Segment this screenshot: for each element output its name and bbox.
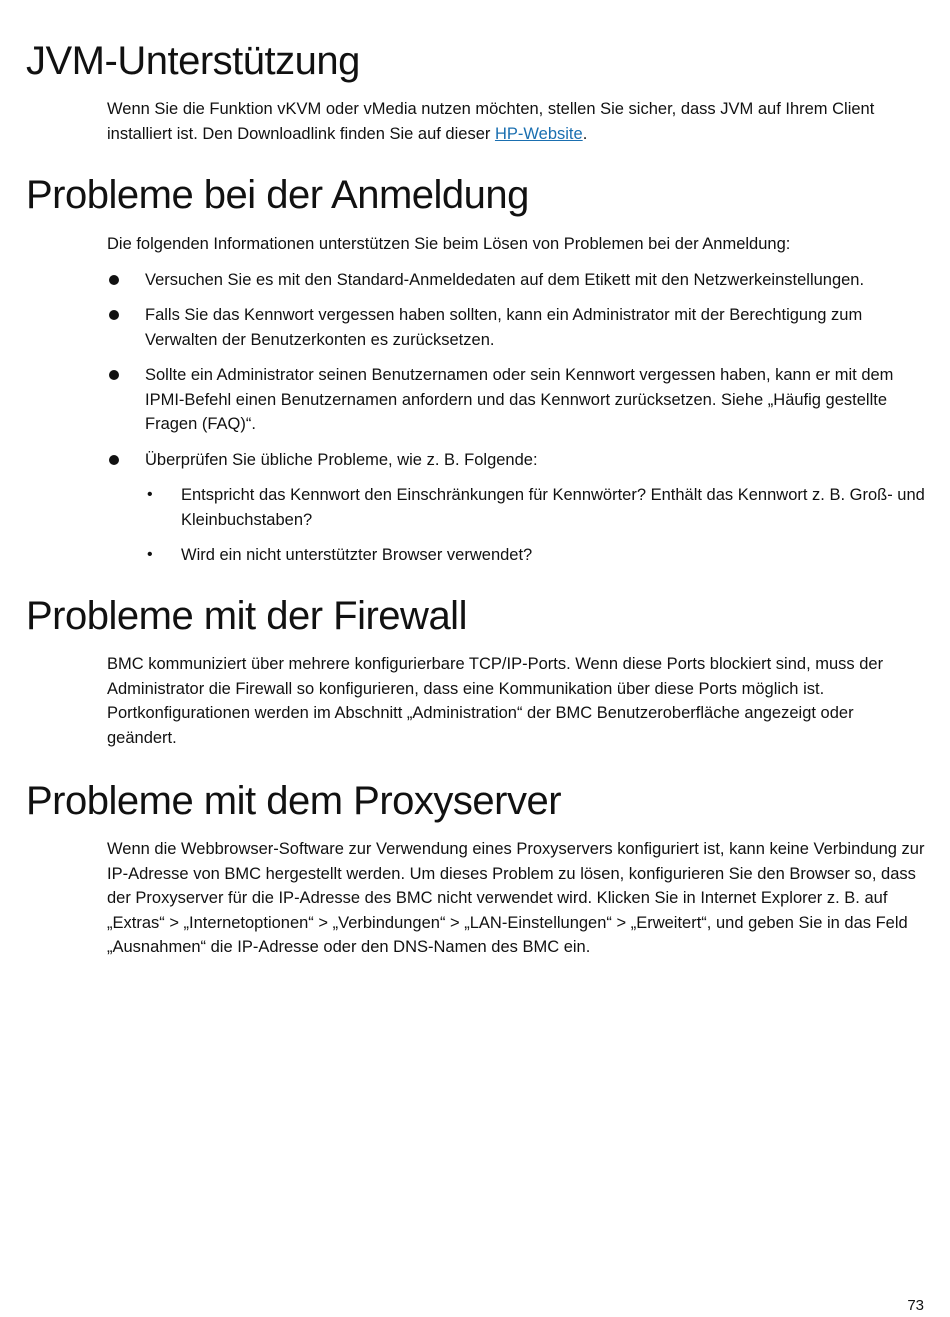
heading-jvm-support: JVM-Unterstützung xyxy=(26,39,360,83)
sub-list-item-text: Entspricht das Kennwort den Einschränkungen für Kennwörter? Enthält das Kennwort z. B. Groß- und Kleinbuchstaben? xyxy=(181,486,925,529)
sub-bullet-icon: • xyxy=(147,546,153,563)
bullet-dot-icon xyxy=(109,310,119,320)
heading-proxy-problems: Probleme mit dem Proxyserver xyxy=(26,779,562,823)
login-intro: Die folgenden Informationen unterstützen Sie beim Lösen von Problemen bei der Anmeldung: xyxy=(107,235,791,253)
page-number: 73 xyxy=(907,1297,924,1314)
list-item-text: Sollte ein Administrator seinen Benutzernamen oder sein Kennwort vergessen haben, kann er mit dem IPMI-Befehl einen Benutzernamen anfordern und das Kennwort zurücksetzen. Siehe „Häufig gestellte Fragen (FAQ)“. xyxy=(145,366,894,433)
list-item xyxy=(107,363,927,437)
jvm-text-before-link: Wenn Sie die Funktion vKVM oder vMedia nutzen möchten, stellen Sie sicher, dass JVM auf Ihrem Client installiert ist. Den Downloadlink finden Sie auf dieser xyxy=(107,100,875,143)
sub-list-item xyxy=(145,543,927,568)
login-bullet-list xyxy=(107,268,927,568)
proxy-text: Wenn die Webbrowser-Software zur Verwendung eines Proxyservers konfiguriert ist, kann keine Verbindung zur IP-Adresse von BMC hergestellt werden. Um dieses Problem zu lösen, konfigurieren Sie den Browser so, dass der Proxyserver für die IP-Adresse des BMC nicht verwendet wird. Klicken Sie in Internet Explorer z. B. auf „Extras“ > „Internetoptionen“ > „Verbindungen“ > „LAN-Einstellungen“ > „Erweitert“, und geben Sie in das Feld „Ausnahmen“ die IP-Adresse oder den DNS-Namen des BMC ein. xyxy=(107,840,925,956)
list-item-text: Versuchen Sie es mit den Standard-Anmeldedaten auf dem Etikett mit den Netzwerkeinstellungen. xyxy=(145,270,865,289)
proxy-paragraph xyxy=(107,837,927,960)
sub-list-item xyxy=(145,483,927,532)
firewall-paragraph xyxy=(107,652,927,750)
jvm-text-after-link: . xyxy=(582,124,588,143)
jvm-text xyxy=(107,97,927,146)
firewall-text: BMC kommuniziert über mehrere konfigurierbare TCP/IP-Ports. Wenn diese Ports blockiert sind, muss der Administrator die Firewall so konfigurieren, dass eine Kommunikation über diese Ports möglich ist. Portkonfigurationen werden im Abschnitt „Administration“ der BMC Benutzeroberfläche angezeigt oder geändert. xyxy=(107,655,884,747)
heading-firewall-problems: Probleme mit der Firewall xyxy=(26,594,467,638)
login-section-body xyxy=(107,232,927,568)
jvm-paragraph xyxy=(107,97,927,146)
list-item xyxy=(107,268,927,293)
list-item xyxy=(107,303,927,352)
bullet-dot-icon xyxy=(109,370,119,380)
hp-website-link[interactable]: HP-Website xyxy=(494,124,583,143)
list-item-text: Überprüfen Sie übliche Probleme, wie z. B. Folgende: xyxy=(145,450,538,469)
list-item xyxy=(107,448,927,568)
heading-login-problems: Probleme bei der Anmeldung xyxy=(26,173,529,217)
bullet-dot-icon xyxy=(109,455,119,465)
sub-list-item-text: Wird ein nicht unterstützter Browser verwendet? xyxy=(181,546,533,564)
sub-bullet-icon: • xyxy=(147,486,153,503)
sub-bullet-list xyxy=(145,483,927,568)
list-item-text: Falls Sie das Kennwort vergessen haben sollten, kann ein Administrator mit der Berechtigung zum Verwalten der Benutzerkonten es zurücksetzen. xyxy=(145,306,863,349)
bullet-dot-icon xyxy=(109,275,119,285)
